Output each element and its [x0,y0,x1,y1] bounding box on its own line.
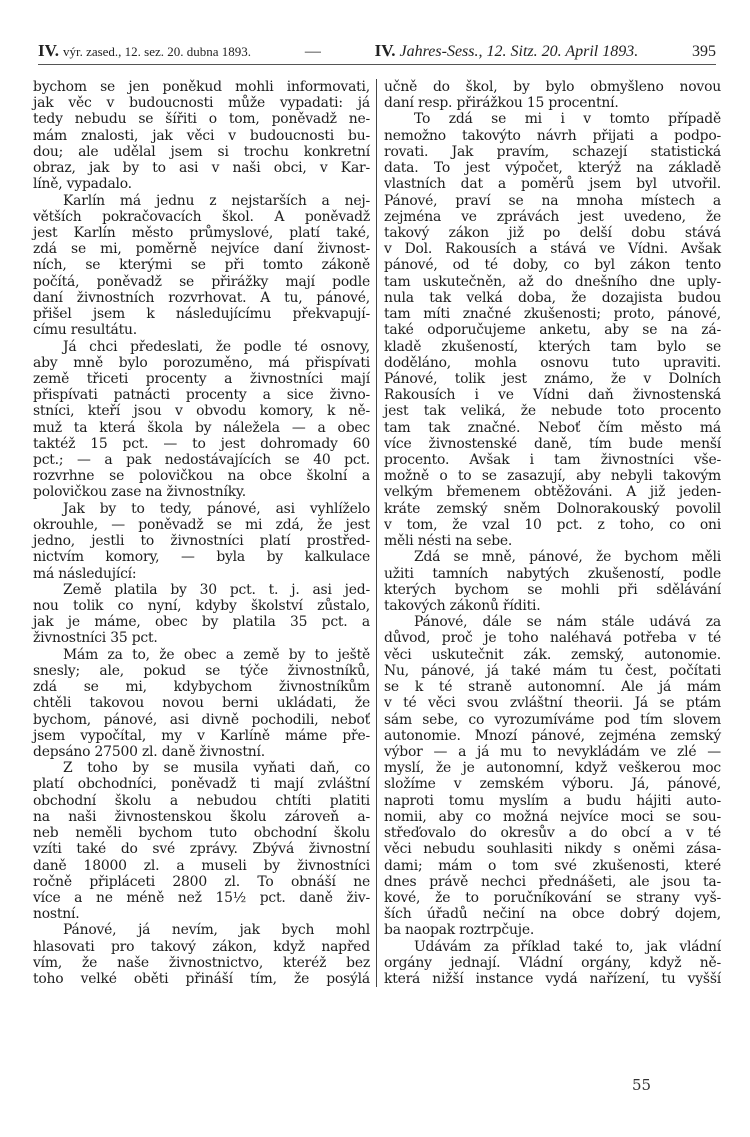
text-line: Zdá se mně, pánové, že bychom měli [414,549,721,566]
text-line: Pánové, dále se nám stále udává za [414,614,721,631]
text-line: stníci, kteří jsou v obvodu komory, k ně- [33,403,370,420]
text-line: pánové, od té doby, co byl zákon tento [384,257,721,274]
text-line: v tom, že vzal 10 pct. z toho, co oni [384,516,721,533]
header-czech [38,39,251,64]
text-line: orgány jednají. Vládní orgány, když ně- [384,954,721,971]
text-line: důvod, proč je toho naléhavá potřeba v té [384,630,721,647]
text-line: Mám za to, že obec a země by to ještě [63,646,370,663]
text-line: přispívati patnácti procenty a sice živno- [33,387,370,404]
text-line: vzíti také do své zprávy. Zbývá živnostní [33,841,370,858]
header-session-text-cz: výr. zased., 12. sez. 20. dubna 1893. [62,44,252,59]
text-line: líně, vypadalo. [33,176,132,193]
text-line: bychom se jen poněkud mohli informovati, [33,79,370,95]
text-line: velkým břemenem obtěžováni. A již jeden- [384,484,721,501]
text-line: vím, že naše živnostnictvo, kteréž bez [33,954,370,971]
text-line: naproti tomu myslím a budu hájiti auto- [384,792,721,809]
text-line: učně do škol, by bylo obmyšleno novou [384,79,721,95]
text-line: jest Karlín město průmyslové, platí také, [33,224,370,241]
right-column [376,79,721,987]
text-line: která nižší instance vydá nařízení, tu vyšší [384,971,721,988]
text-line: obchodní školu a nebudou chtíti platiti [33,792,370,809]
page-number: 395 [691,43,716,60]
text-line: Rakousích i ve Vídni daň živnostenská [384,387,721,404]
header-dash: — [304,43,321,60]
text-line: v té věci svou zvláštní theorii. Já se ptám [384,695,721,712]
text-line: zdá se mi, poměrně nejvíce daní živnost- [33,241,370,258]
text-line: tedy nebudu se šířiti o tom, poněvadž ne- [33,111,370,128]
text-line: Já chci předeslati, že podle té osnovy, [63,338,370,355]
text-line: doděláno, mohla osnovu tuto upraviti. [384,354,721,371]
text-line: platí obchodníci, poněvadž ti mají zvláštní [33,776,370,793]
text-line: Jak by to tedy, pánové, asi vyhlíželo [63,500,370,517]
text-line: tam míti značné zkušenosti; proto, pánové, [384,306,721,323]
text-line: možně o to se zasazují, aby nebyli takovým [384,468,721,485]
text-line: Země platila by 30 pct. t. j. asi jed- [63,581,370,598]
text-line: dami; mám o tom své zkušenosti, které [384,857,721,874]
text-line: rovati. Jak pravím, schazejí statistická [384,143,721,160]
text-line: taktéž 15 pct. — to jest dohromady 60 [33,435,370,452]
text-line: nictvím komory, — byla by kalkulace [33,549,370,566]
text-line: na naši živnostenskou školu zároveň a- [33,808,370,825]
text-line: depsáno 27500 zl. daně živnostní. [33,743,265,760]
text-line: tam tak značné. Neboť čím město má [384,419,721,436]
text-line: címu resultátu. [33,322,137,339]
text-line: jsem vypočítal, my v Karlíně máme pře- [33,727,370,744]
text-line: více živnostenské daně, tím bude menší [384,435,721,452]
text-line: jak věc v budoucnosti může vypadati: já [33,95,370,112]
text-line: takových zákonů říditi. [384,598,541,614]
text-line: takový zákon již po delší dobu stává [384,224,721,241]
header-session-text-de: Jahres-Sess., 12. Sitz. 20. April 1893. [399,43,639,60]
text-line: nula tak velká doba, že dozajista budou [384,289,721,306]
text-line: nemožno takovýto návrh přijati a podpo- [384,127,721,144]
text-line: muž ta která škola by náležela — a obec [33,419,370,436]
text-line: dou; ale udělal jsem si trochu konkretní [33,143,370,160]
text-line: více a ne méně než 15½ pct. daně živ- [33,889,370,906]
left-column [33,79,376,987]
text-line: nou tolik co nyní, kdyby školství zůstalo, [33,598,370,614]
text-line: kladě zkušeností, kterých tam bylo se [384,338,721,355]
text-columns [33,79,721,987]
text-line: má následující: [33,565,137,582]
text-line: Karlín má jednu z nejstarších a nej- [63,192,370,209]
text-line: jak je máme, obec by platila 35 pct. a [33,614,370,631]
text-line: okrouhle, — poněvadž se mi zdá, že jest [33,516,370,533]
text-line: střeďovalo do okresův a do obcí a v té [384,825,721,842]
text-line: také odporučujeme anketu, aby se na zá- [384,322,721,339]
text-line: polovičkou zase na živnostníky. [33,484,246,501]
text-line: užiti tamních nabytých zkušeností, podle [384,565,721,582]
text-line: kráte zemský sněm Dolnorakouský povolil [384,500,721,517]
header-session-roman-de: IV. [374,41,396,60]
text-line: To zdá se mi i v tomto případě [414,111,721,128]
signature-mark: 55 [632,1076,652,1094]
text-line: ba naopak roztrpčuje. [384,922,535,939]
text-line: Udávám za příklad také to, jak vládní [414,938,721,955]
text-line: se k té straně autonomní. Ale já mám [384,679,721,696]
text-line: Nu, pánové, já také mám tu čest, počítati [384,662,721,679]
text-line: kové, že to poručníkování se strany vyš- [384,889,721,906]
text-line: daní živnostních rozvrhovat. A tu, pánové, [33,289,370,306]
text-line: sám sebe, co vyrozumíváme pod tím slovem [384,711,721,728]
text-line: aby mně bylo porozuměno, má přispívati [33,354,370,371]
text-line: mám znalosti, jak věci v budoucnosti bu- [33,127,370,144]
text-line: vlastních dat a poměrů jsem byl utvořil. [384,176,721,193]
text-line: živnostníci 35 pct. [33,630,158,647]
text-line: obraz, jak by to asi v naši obci, v Kar- [33,160,370,177]
running-header [38,40,716,65]
text-line: ročně připláceti 2800 zl. To obnáší ne [33,873,370,890]
text-line: toho velké oběti přináší tím, že posýlá [33,971,370,988]
text-line: přišel jsem k následujícímu překvapují- [33,306,370,323]
text-line: neb neměli bychom tuto obchodní školu [33,825,370,842]
text-line: snesly; ale, pokud se týče živnostníků, [33,662,370,679]
header-session-roman-cz: IV. [38,41,59,60]
text-line: tam uskutečněn, až do dnešního dne uply- [384,273,721,290]
text-line: data. To jest výpočet, kterýž na základě [384,160,721,177]
text-line: výbor — a já mu to nevykládám ve zlé — [384,743,721,760]
text-line: jedno, jestli to živnostníci platí prostřed- [33,533,370,550]
text-line: věci uskutečnit zák. zemský, autonomie. [384,646,721,663]
text-line: zdá se mi, kdybychom živnostníkům [33,679,370,696]
text-line: zejména ve zprávách jest uvedeno, že [384,208,721,225]
text-line: chtěli takovou novou berni ukládati, že [33,695,370,712]
text-line: Pánové, tolik jest známo, že v Dolních [384,370,721,387]
text-line: dnes právě nechci přednášeti, ale jsou ta- [384,873,721,890]
text-line: daní resp. přirážkou 15 procentní. [384,95,619,112]
text-line: v Dol. Rakousích a stává ve Vídni. Avšak [384,241,721,258]
text-line: kterých bychom se mohli při sdělávání [384,581,721,598]
text-line: hlasovati pro takový zákon, když napřed [33,938,370,955]
text-line: složíme v zemském výboru. Já, pánové, [384,776,721,793]
text-line: Pánové, já nevím, jak bych mohl [63,922,370,939]
text-line: Pánové, praví se na mnoha místech a [384,192,721,209]
text-line: myslí, že je autonomní, když veškerou moc [384,760,721,777]
text-line: počítá, poněvadž se přirážky mají podle [33,273,370,290]
text-line: věci nebudu souhlasiti nikdy s oněmi zása- [384,841,721,858]
text-line: rozvrhne se polovičkou na obce školní a [33,468,370,485]
text-line: nostní. [33,906,80,923]
text-line: jest tak veliká, že nebude toto procento [384,403,721,420]
header-german [375,39,639,64]
text-line: bychom, pánové, asi divně pochodili, neboť [33,711,370,728]
text-line: větších pokračovacích škol. A poněvadž [33,208,370,225]
text-line: ních, se kterými se při tomto zákoně [33,257,370,274]
text-line: pct.; — a pak nedostávajících se 40 pct. [33,452,370,469]
text-line: Z toho by se musila vyňati daň, co [63,760,370,777]
text-line: procento. Avšak i tam živnostníci vše- [384,452,721,469]
text-line: autonomie. Mnozí pánové, zejména zemský [384,727,721,744]
text-line: země třiceti procenty a živnostníci mají [33,370,370,387]
text-line: měli nésti na sebe. [384,533,513,550]
text-line: ších úřadů nečiní na obce dobrý dojem, [384,906,721,923]
text-line: daně 18000 zl. a museli by živnostníci [33,857,370,874]
text-line: nomii, aby co možná nejvíce moci se sou- [384,808,721,825]
